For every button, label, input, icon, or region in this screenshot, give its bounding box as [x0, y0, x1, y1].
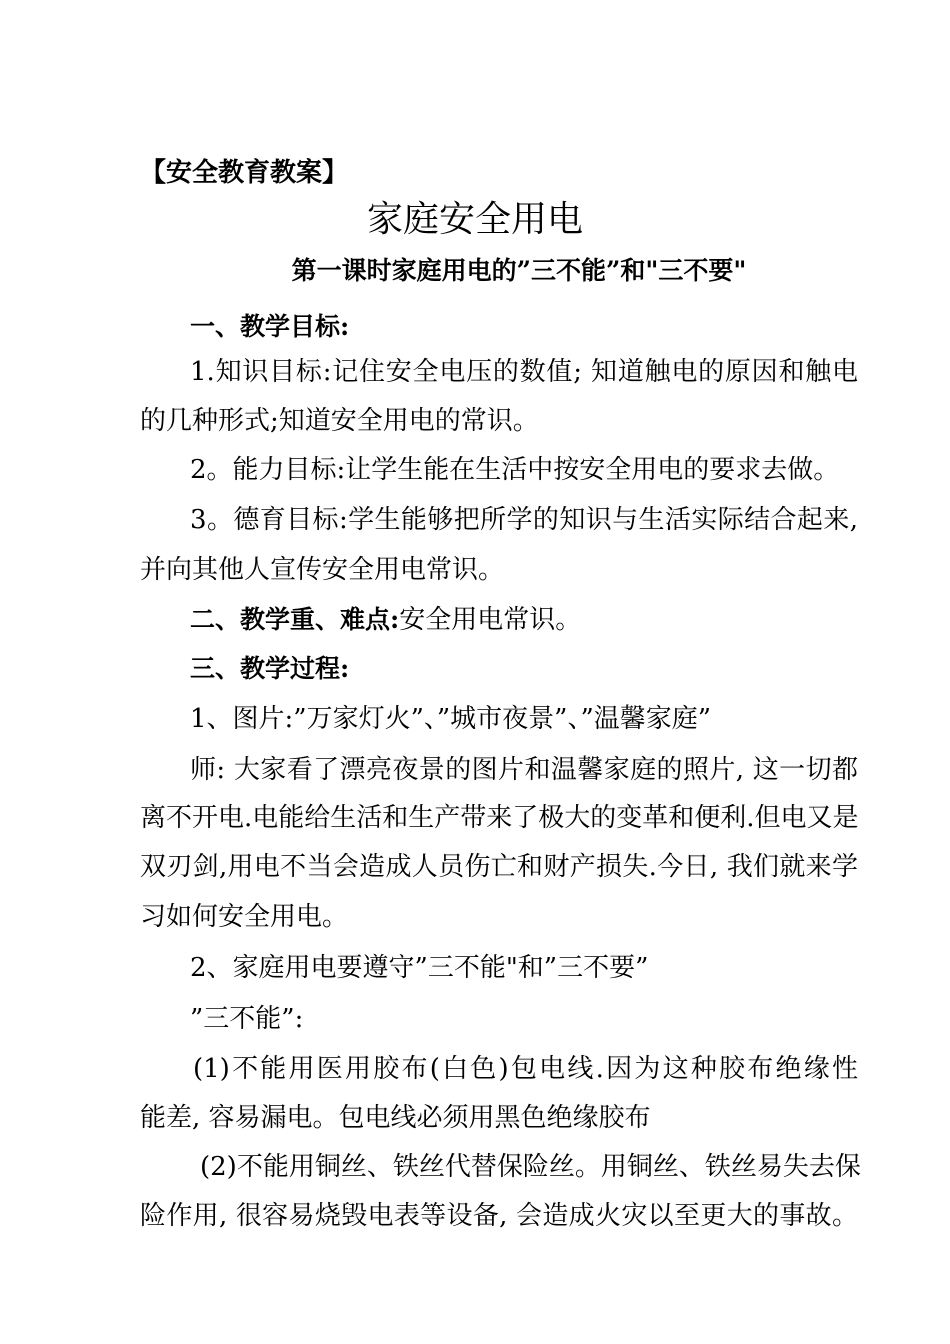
section-heading-process: 三、教学过程:: [190, 654, 350, 683]
document-title: 家庭安全用电: [366, 199, 583, 240]
section-heading-key-points: 二、教学重、难点:: [190, 605, 400, 634]
teacher-text-line-2: 离不开电.电能给生活和生产带来了极大的变革和便利.但电又是: [140, 803, 859, 833]
goal-moral-line-2: 并向其他人宣传安全用电常识。: [140, 555, 505, 585]
goal-knowledge-line-1: 1.知识目标:记住安全电压的数值; 知道触电的原因和触电: [190, 357, 858, 387]
rule-2-line-2: 险作用, 很容易烧毁电表等设备, 会造成火灾以至更大的事故。: [140, 1201, 858, 1231]
section-key-points: [190, 603, 581, 637]
rule-1-line-1: (1)不能用医用胶布(白色)包电线.因为这种胶布绝缘性: [193, 1054, 858, 1084]
rule-2-line-1: (2)不能用铜丝、铁丝代替保险丝。用铜丝、铁丝易失去保: [200, 1152, 861, 1182]
teacher-text-line-4: 习如何安全用电。: [140, 902, 349, 932]
goal-ability: 2。能力目标:让学生能在生活中按安全用电的要求去做。: [190, 455, 840, 485]
goal-knowledge-line-2: 的几种形式;知道安全用电的常识。: [140, 406, 539, 436]
rule-1-line-2: 能差, 容易漏电。包电线必须用黑色绝缘胶布: [140, 1103, 651, 1133]
document-tag: 【安全教育教案】: [140, 158, 349, 188]
teacher-text-line-3: 双刃剑,用电不当会造成人员伤亡和财产损失.今日, 我们就来学: [140, 852, 858, 882]
process-step-1: 1、图片:”万家灯火”、”城市夜景”、”温馨家庭”: [190, 704, 712, 734]
key-points-text: 安全用电常识。: [399, 605, 582, 635]
teacher-text-line-1: 师: 大家看了漂亮夜景的图片和温馨家庭的照片, 这一切都: [190, 755, 858, 785]
goal-moral-line-1: 3。德育目标:学生能够把所学的知识与生活实际结合起来,: [190, 505, 858, 535]
section-heading-goals: 一、教学目标:: [190, 312, 350, 341]
three-no-heading: ”三不能”:: [190, 1004, 304, 1034]
process-step-2: 2、家庭用电要遵守”三不能"和”三不要”: [190, 953, 649, 983]
lesson-subtitle: 第一课时家庭用电的”三不能”和"三不要": [291, 256, 747, 285]
